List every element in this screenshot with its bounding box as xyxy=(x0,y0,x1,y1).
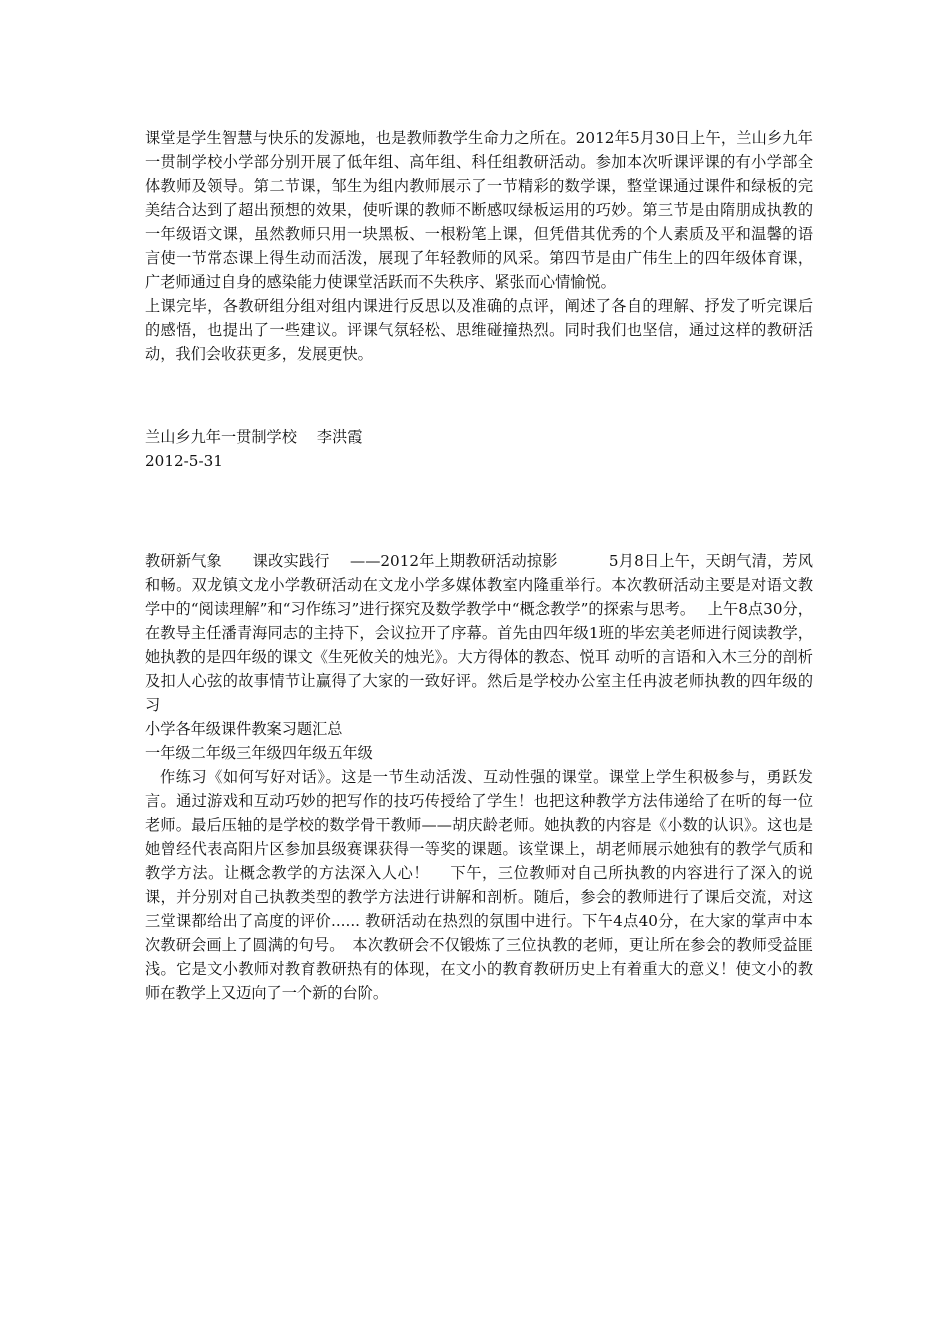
article-2-paragraph-1: 教研新气象 课改实践行 ——2012年上期教研活动掠影 5月8日上午，天朗气清，芳风和畅。双龙镇文龙小学教研活动在文龙小学多媒体教室内隆重举行。本次教研活动主要是对语文教学中的“阅读理解”和“习作练习”进行探究及数学教学中“概念教学”的探索与思考。 上午8点30分，在教导主任潘青海同志的主持下，会议拉开了序幕。首先由四年级1班的毕宏美老师进行阅读教学，她执教的是四年级的课文《生死攸关的烛光》。大方得体的教态、悦耳 动听的言语和入木三分的剖析及扣人心弦的故事情节让赢得了大家的一致好评。然后是学校办公室主任冉波老师执教的四年级的习 xyxy=(145,552,813,714)
inserted-grade-links[interactable]: 一年级二年级三年级四年级五年级 xyxy=(145,744,373,762)
article-1 xyxy=(145,126,813,366)
article-2-paragraph-2: 作练习《如何写好对话》。这是一节生动活泼、互动性强的课堂。课堂上学生积极参与，勇跃发言。通过游戏和互动巧妙的把写作的技巧传授给了学生！也把这种教学方法伟递给了在听的每一位老师。最后压轴的是学校的数学骨干教师——胡庆龄老师。她执教的内容是《小数的认识》。这也是她曾经代表高阳片区参加县级赛课获得一等奖的课题。该堂课上，胡老师展示她独有的教学气质和教学方法。让概念教学的方法深入人心！ 下午，三位教师对自己所执教的内容进行了深入的说课，并分别对自己执教类型的教学方法进行讲解和剖析。随后，参会的教师进行了课后交流，对这三堂课都给出了高度的评价...... 教研活动在热烈的氛围中进行。下午4点40分，在大家的掌声中本次教研会画上了圆满的句号。 本次教研会不仅锻炼了三位执教的老师，更让所在参会的教师受益匪浅。它是文小教师对教育教研热有的体现，在文小的教育教研历史上有着重大的意义！使文小的教师在教学上又迈向了一个新的台阶。 xyxy=(145,768,813,1002)
signature: 兰山乡九年一贯制学校 李洪霞 xyxy=(145,428,363,446)
signature-date: 2012-5-31 xyxy=(145,452,223,470)
inserted-link-title[interactable]: 小学各年级课件教案习题汇总 xyxy=(145,720,343,738)
article-1-paragraph-2: 上课完毕，各教研组分组对组内课进行反思以及准确的点评，阐述了各自的理解、抒发了听完课后的感悟，也提出了一些建议。评课气氛轻松、思维碰撞热烈。同时我们也坚信，通过这样的教研活动，我们会收获更多，发展更快。 xyxy=(145,297,813,363)
article-2 xyxy=(145,549,813,1005)
article-1-paragraph-1: 课堂是学生智慧与快乐的发源地，也是教师教学生命力之所在。2012年5月30日上午，兰山乡九年一贯制学校小学部分别开展了低年组、高年组、科任组教研活动。参加本次听课评课的有小学部全体教师及领导。第二节课，邹生为组内教师展示了一节精彩的数学课，整堂课通过课件和绿板的完美结合达到了超出预想的效果，使听课的教师不断感叹绿板运用的巧妙。第三节是由隋朋成执教的一年级语文课，虽然教师只用一块黑板、一根粉笔上课，但凭借其优秀的个人素质及平和温馨的语言使一节常态课上得生动而活泼，展现了年轻教师的风采。第四节是由广伟生上的四年级体育课，广老师通过自身的感染能力使课堂活跃而不失秩序、紧张而心情愉悦。 xyxy=(145,129,813,291)
article-1-signature-block xyxy=(145,425,813,473)
